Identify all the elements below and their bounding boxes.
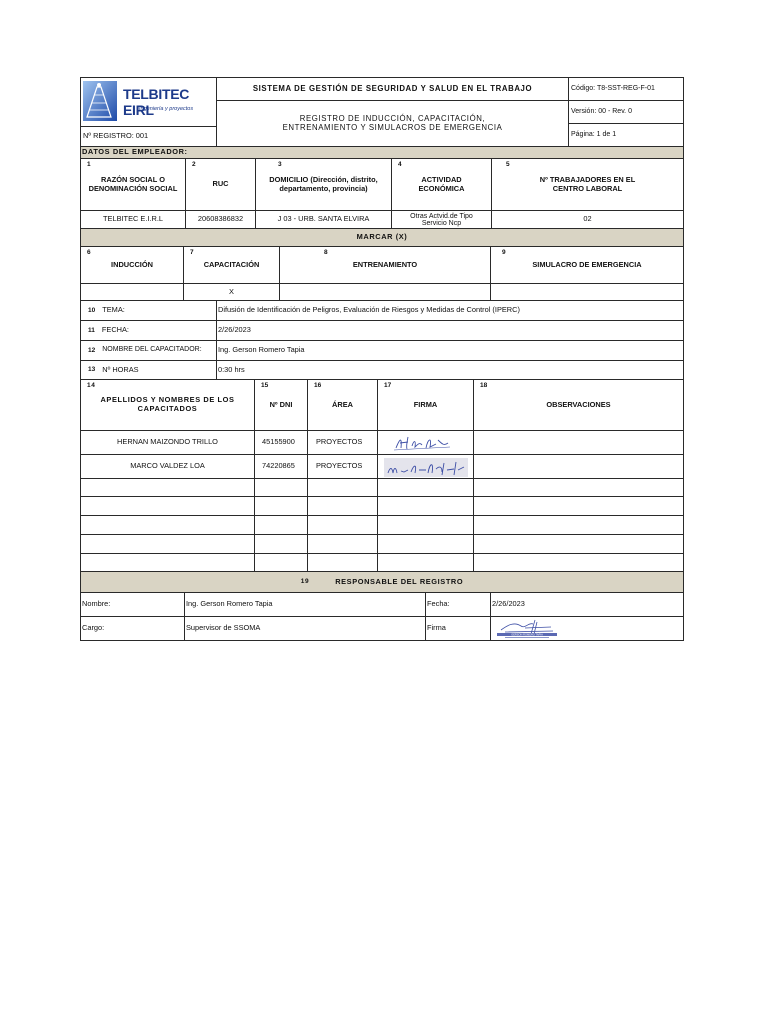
- attendee-name: [80, 515, 255, 535]
- form-title: REGISTRO DE INDUCCIÓN, CAPACITACIÓN, ENTRENAMIENTO Y SIMULACROS DE EMERGENCIA: [216, 100, 569, 147]
- attendee-firma[interactable]: [377, 515, 474, 535]
- capacitacion-mark[interactable]: X: [183, 283, 280, 301]
- employer-col-label: DOMICILIO (Dirección, distrito, departamento, provincia): [269, 174, 378, 193]
- field-number: 3: [278, 161, 282, 168]
- attendee-observaciones: [473, 534, 684, 554]
- attendee-firma[interactable]: [377, 496, 474, 516]
- field-number: 6: [87, 249, 91, 256]
- field-number: 2: [192, 161, 196, 168]
- option-label: ENTRENAMIENTO: [352, 259, 418, 269]
- field-number: 17: [384, 382, 392, 389]
- company-logo: [80, 77, 217, 127]
- svg-text:GERSON ROMERO TAPIA: GERSON ROMERO TAPIA: [511, 633, 543, 637]
- attendee-firma[interactable]: [377, 478, 474, 497]
- responsible-cargo-value: Supervisor de SSOMA: [184, 616, 426, 641]
- employer-col-label: ACTIVIDAD ECONÓMICA: [418, 174, 465, 193]
- attendee-dni: [254, 496, 308, 516]
- employer-trabajadores-value: 02: [491, 210, 684, 229]
- registro-number: Nº REGISTRO: 001: [80, 126, 217, 147]
- field-number: 9: [502, 249, 506, 256]
- simulacro-mark[interactable]: [490, 283, 684, 301]
- field-number: 14: [87, 382, 96, 389]
- signature-icon: [384, 458, 468, 477]
- attendee-name: [80, 534, 255, 554]
- responsible-firma-label: Firma: [425, 616, 491, 641]
- field-number: 5: [506, 161, 510, 168]
- attendee-dni: 45155900: [254, 430, 308, 455]
- attendee-observaciones: [473, 553, 684, 572]
- attendee-name: [80, 496, 255, 516]
- option-label: CAPACITACIÓN: [203, 259, 260, 269]
- attendee-name: [80, 553, 255, 572]
- field-number: 18: [480, 382, 488, 389]
- attendee-header-observaciones: 18 OBSERVACIONES: [473, 379, 684, 431]
- attendee-firma[interactable]: [377, 553, 474, 572]
- employer-section-label: DATOS DEL EMPLEADOR:: [80, 146, 684, 159]
- attendee-dni: [254, 515, 308, 535]
- attendee-observaciones: [473, 496, 684, 516]
- option-capacitacion: [183, 246, 280, 284]
- field-number: 19: [300, 578, 310, 586]
- attendee-observaciones: [473, 515, 684, 535]
- attendee-dni: [254, 553, 308, 572]
- responsible-nombre-label: Nombre:: [80, 592, 185, 617]
- employer-col-trabajadores: [491, 158, 684, 211]
- responsible-firma[interactable]: [490, 616, 684, 641]
- attendee-firma[interactable]: [377, 430, 474, 455]
- attendee-name: HERNAN MAIZONDO TRILLO: [80, 430, 255, 455]
- responsible-nombre-value: Ing. Gerson Romero Tapia: [184, 592, 426, 617]
- option-label: SIMULACRO DE EMERGENCIA: [532, 259, 642, 269]
- attendee-area: [307, 515, 378, 535]
- option-induccion: [80, 246, 184, 284]
- form-version: Versión: 00 - Rev. 0: [568, 100, 684, 124]
- attendee-header-dni: 15 Nº DNI: [254, 379, 308, 431]
- tema-value: Difusión de Identificación de Peligros, Evaluación de Riesgos y Medidas de Control (IPERC): [216, 300, 684, 321]
- horas-value: 0:30 hrs: [216, 360, 684, 380]
- field-number: 7: [190, 249, 194, 256]
- employer-ruc-value: 20608386832: [185, 210, 256, 229]
- attendee-dni: [254, 534, 308, 554]
- signature-icon: [392, 434, 452, 452]
- fecha-value: 2/26/2023: [216, 320, 684, 341]
- attendee-area: [307, 496, 378, 516]
- option-label: INDUCCIÓN: [111, 259, 153, 269]
- form-code: Código: T8-SST-REG-F-01: [568, 77, 684, 101]
- attendee-observaciones: [473, 454, 684, 479]
- attendee-observaciones: [473, 430, 684, 455]
- attendee-area: PROYECTOS: [307, 430, 378, 455]
- induccion-mark[interactable]: [80, 283, 184, 301]
- registro-form: [80, 77, 684, 641]
- employer-col-actividad: [391, 158, 492, 211]
- responsible-signature-stamp-icon: [495, 618, 561, 640]
- fecha-label: 11 FECHA:: [80, 320, 217, 341]
- field-number: 15: [261, 382, 269, 389]
- logo-text: TELBITEC EIRL: [123, 86, 190, 119]
- employer-domicilio-value: J 03 - URB. SANTA ELVIRA: [255, 210, 392, 229]
- attendee-area: PROYECTOS: [307, 454, 378, 479]
- employer-col-label: Nº TRABAJADORES EN EL CENTRO LABORAL: [539, 174, 636, 193]
- employer-col-domicilio: [255, 158, 392, 211]
- attendee-firma[interactable]: [377, 454, 474, 479]
- employer-col-label: RUC: [212, 179, 229, 189]
- employer-col-label: RAZÓN SOCIAL O DENOMINACIÓN SOCIAL: [88, 174, 178, 193]
- responsible-fecha-label: Fecha:: [425, 592, 491, 617]
- employer-actividad-value: Otras Actvid.de Tipo Servicio Ncp: [391, 210, 492, 229]
- system-title: SISTEMA DE GESTIÓN DE SEGURIDAD Y SALUD EN EL TRABAJO: [216, 77, 569, 101]
- attendee-area: [307, 553, 378, 572]
- attendee-name: MARCO VALDEZ LOA: [80, 454, 255, 479]
- responsible-cargo-label: Cargo:: [80, 616, 185, 641]
- horas-label: 13 Nº HORAS: [80, 360, 217, 380]
- option-entrenamiento: [279, 246, 491, 284]
- entrenamiento-mark[interactable]: [279, 283, 491, 301]
- attendee-header-area: 16 ÁREA: [307, 379, 378, 431]
- attendee-dni: 74220865: [254, 454, 308, 479]
- capacitador-label: 12 NOMBRE DEL CAPACITADOR:: [80, 340, 217, 361]
- attendee-area: [307, 534, 378, 554]
- responsible-fecha-value: 2/26/2023: [490, 592, 684, 617]
- form-page: Página: 1 de 1: [568, 123, 684, 147]
- attendee-header-name: 14 APELLIDOS Y NOMBRES DE LOS CAPACITADOS: [80, 379, 255, 431]
- employer-col-ruc: [185, 158, 256, 211]
- logo-globe-icon: [83, 81, 117, 121]
- responsible-section-label: 19 RESPONSABLE DEL REGISTRO: [80, 571, 684, 593]
- attendee-header-firma: 17 FIRMA: [377, 379, 474, 431]
- field-number: 16: [314, 382, 322, 389]
- employer-razon-value: TELBITEC E.I.R.L: [80, 210, 186, 229]
- field-number: 8: [324, 249, 328, 256]
- tema-label: 10 TEMA:: [80, 300, 217, 321]
- attendee-dni: [254, 478, 308, 497]
- attendee-name: [80, 478, 255, 497]
- field-number: 1: [87, 161, 91, 168]
- employer-col-razon: [80, 158, 186, 211]
- attendee-firma[interactable]: [377, 534, 474, 554]
- attendee-observaciones: [473, 478, 684, 497]
- logo-tagline: Ingeniería y proyectos: [139, 106, 194, 112]
- field-number: 4: [398, 161, 402, 168]
- option-simulacro: [490, 246, 684, 284]
- attendee-area: [307, 478, 378, 497]
- marcar-section-label: MARCAR (X): [80, 228, 684, 247]
- capacitador-value: Ing. Gerson Romero Tapia: [216, 340, 684, 361]
